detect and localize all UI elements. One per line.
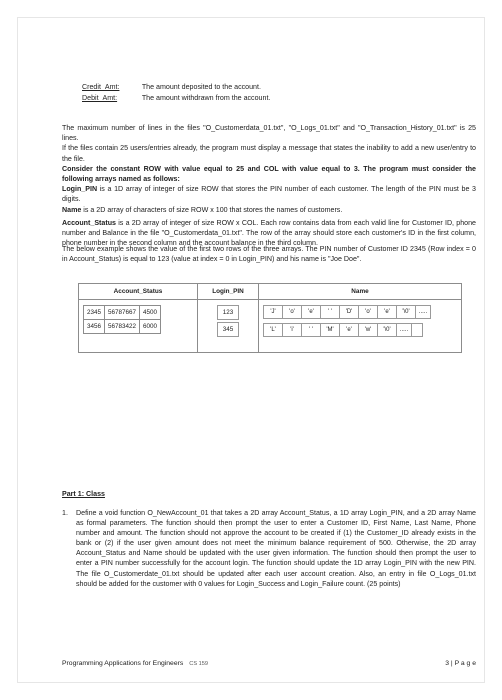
paragraph-constants — [62, 164, 476, 184]
item-text: Define a void function O_NewAccount_01 that takes a 2D array Account_Status, a 1D array Login_PIN, and a 2D array Name as formal parameters. The function should then prompt the user to enter a Customer ID, First Name, Last Name, Phone number and amount. The function should not approve the account to be created if (1) the Customer_ID already exists in the bank or (2) if the user given amount does not meet the minimum balance requirement of 500. Otherwise, the 2D array Account_Status and Name should be updated with the user given information. The function should then prompt the user to enter a PIN number successfully for the account login. The function should update the 1D array Login_PIN with the new PIN. The file O_Customerdate_01.txt should be updated after each user account creation. Also, an entry in file O_Logs_01.txt should be added for the customer with 0 values for Login_Success and Login_Failure count. (25 points) — [76, 509, 476, 588]
header-name: Name — [259, 284, 462, 300]
desc-name: is a 2D array of characters of size ROW x 100 that stores the names of customers. — [81, 205, 343, 214]
name-cell — [259, 300, 462, 353]
array-cell: 56783422 — [105, 320, 140, 334]
document-page — [18, 18, 484, 682]
header-account-status: Account_Status — [79, 284, 198, 300]
array-cell: 4500 — [140, 306, 161, 320]
name-char: ' ' — [320, 305, 340, 319]
definition-term: Credit_Amt: — [82, 83, 120, 91]
paragraph-file-full: If the files contain 25 users/entries already, the program must display a message that states the inability to add a new user/entry to the file. — [62, 144, 476, 163]
arrays-example-table — [78, 283, 462, 353]
account-status-cell — [79, 300, 198, 353]
name-char: 'e' — [301, 305, 321, 319]
item-number: 1. — [62, 509, 68, 517]
name-char: ..... — [415, 305, 431, 319]
name-char: 'w' — [358, 323, 378, 337]
pin-value: 123 — [217, 305, 239, 320]
name-char: 'L' — [263, 323, 283, 337]
name-char: ..... — [396, 323, 412, 337]
name-char: 'J' — [263, 305, 283, 319]
list-item — [62, 508, 476, 589]
definition-credit — [82, 82, 261, 93]
array-cell: 56787667 — [105, 306, 140, 320]
name-char: 'o' — [282, 305, 302, 319]
header-login-pin: Login_PIN — [198, 284, 259, 300]
part-heading-text: Part 1: Class — [62, 490, 105, 498]
definition-debit — [82, 93, 270, 104]
name-char: 'e' — [377, 305, 397, 319]
term-account-status: Account_Status — [62, 218, 116, 227]
name-row-1 — [263, 323, 457, 337]
definition-desc: The amount withdrawn from the account. — [141, 94, 271, 102]
desc-account-status: is a 2D array of integer of size ROW x COL. Each row contains data from each valid line for Customer ID, phone number and Balance in the file "O_Customerdata_01.txt". The row of the array should store each customer's ID in the first column, phone number in the second column and the account balance in the third column. — [62, 218, 476, 248]
name-char: '\0' — [396, 305, 416, 319]
array-cell: 2345 — [84, 306, 105, 320]
table-row — [84, 320, 161, 334]
paragraph-name — [62, 205, 476, 215]
array-cell: 6000 — [140, 320, 161, 334]
definition-desc: The amount deposited to the account. — [141, 83, 261, 91]
name-char: 'i' — [282, 323, 302, 337]
footer-course: CS 159 — [189, 661, 208, 667]
array-cell: 3456 — [84, 320, 105, 334]
page-number: 3 | P a g e — [445, 660, 476, 667]
page-footer — [62, 660, 476, 667]
name-char: '\0' — [377, 323, 397, 337]
table-row — [84, 306, 161, 320]
paragraph-example: The below example shows the value of the first two rows of the three arrays. The PIN number of Customer ID 2345 (Row index = 0 in Account_Status) is equal to 123 (value at index = 0 in Login_PIN) and his name is "Joe Doe". — [62, 245, 476, 264]
footer-title: Programming Applications for Engineers — [62, 660, 184, 667]
name-row-0 — [263, 305, 457, 319]
constants-text: Consider the constant ROW with value equal to 25 and COL with value equal to 3. The program must consider the following arrays named as follows: — [62, 164, 476, 184]
term-login-pin: Login_PIN — [62, 185, 98, 194]
desc-login-pin: is a 1D array of integer of size ROW that stores the PIN number of each customer. The length of the PIN must be 3 digits. — [62, 185, 476, 204]
body-block-1 — [62, 123, 476, 248]
name-char: ' ' — [301, 323, 321, 337]
name-char: 'e' — [339, 323, 359, 337]
name-char: 'o' — [358, 305, 378, 319]
paragraph-max-lines: The maximum number of lines in the files "O_Customerdata_01.txt", "O_Logs_01.txt" and "O_Transaction_History_01.txt" is 25 lines. — [62, 124, 476, 143]
name-char-empty — [411, 323, 423, 337]
paragraph-login-pin — [62, 184, 476, 204]
account-status-array — [83, 305, 161, 334]
pin-value: 345 — [217, 322, 239, 337]
definition-term: Debit_Amt: — [82, 94, 118, 102]
term-name: Name — [62, 205, 82, 214]
name-char: 'D' — [339, 305, 359, 319]
login-pin-cell — [198, 300, 259, 353]
part-heading — [62, 489, 476, 499]
name-char: 'M' — [320, 323, 340, 337]
